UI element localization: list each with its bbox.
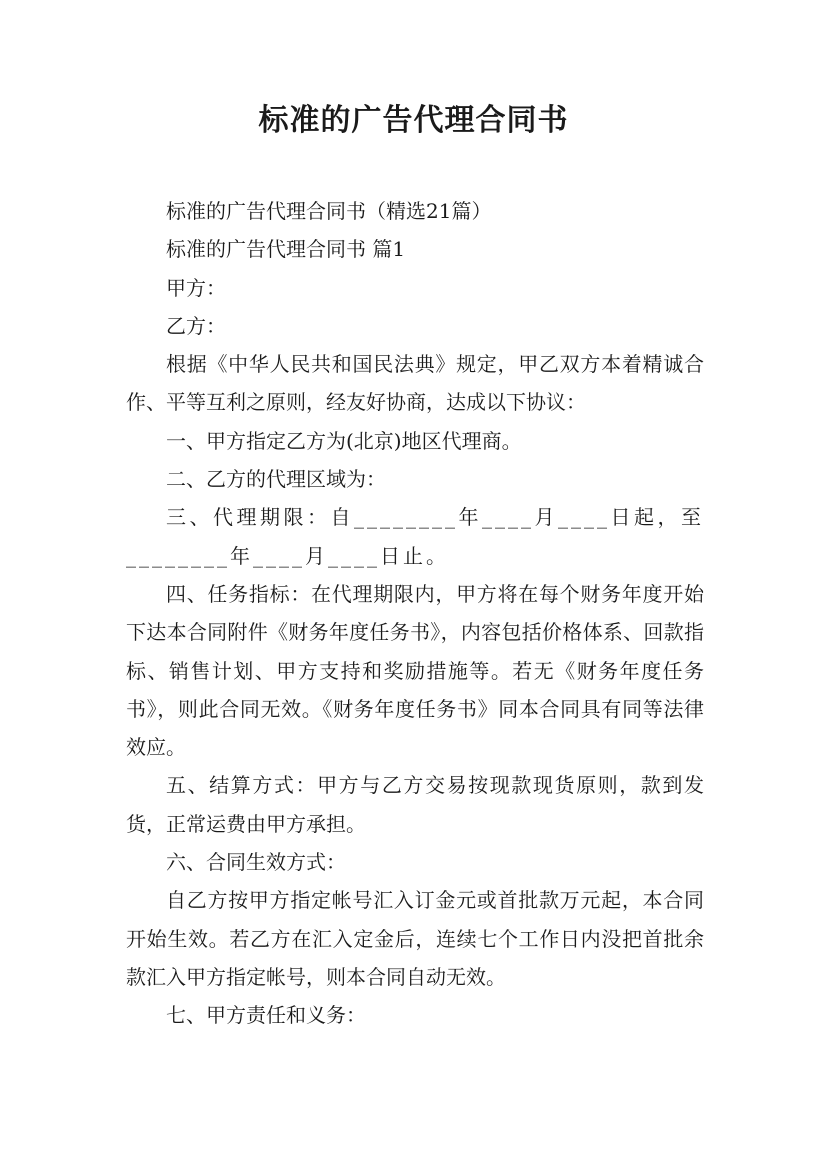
paragraph-party-b: 乙方： [166, 313, 226, 338]
document-title: 标准的广告代理合同书 [258, 103, 569, 138]
paragraph-clause-1: 一、甲方指定乙方为(北京)地区代理商。 [166, 428, 522, 453]
paragraph-clause-4: 四、任务指标：在代理期限内，甲方将在每个财务年度开始下达本合同附件《财务年度任务书》，内容包括价格体系、回款指标、销售计划、甲方支持和奖励措施等。若无《财务年度任务书》，则此合同无效。《财务年度任务书》同本合同具有同等法律效应。 [126, 581, 704, 760]
paragraph-clause-3: 三、代理期限：自________年____月____日起，至________年____月____日止。 [126, 505, 704, 568]
paragraph-preamble: 根据《中华人民共和国民法典》规定，甲乙双方本着精诚合作、平等互利之原则，经友好协商，达成以下协议： [126, 352, 704, 415]
paragraph-clause-6: 六、合同生效方式： [166, 850, 346, 875]
paragraph-clause-2: 二、乙方的代理区域为： [166, 467, 386, 492]
paragraph-clause-6-detail: 自乙方按甲方指定帐号汇入订金元或首批款万元起，本合同开始生效。若乙方在汇入定金后，连续七个工作日内没把首批余款汇入甲方指定帐号，则本合同自动无效。 [126, 888, 704, 989]
paragraph-section-heading: 标准的广告代理合同书 篇1 [166, 237, 406, 262]
paragraph-party-a: 甲方： [166, 275, 226, 300]
paragraph-clause-5: 五、结算方式：甲方与乙方交易按现款现货原则，款到发货，正常运费由甲方承担。 [126, 773, 704, 836]
paragraph-clause-7: 七、甲方责任和义务： [166, 1003, 366, 1028]
document-body [126, 192, 704, 1035]
paragraph-subtitle: 标准的广告代理合同书（精选21篇） [166, 199, 492, 223]
